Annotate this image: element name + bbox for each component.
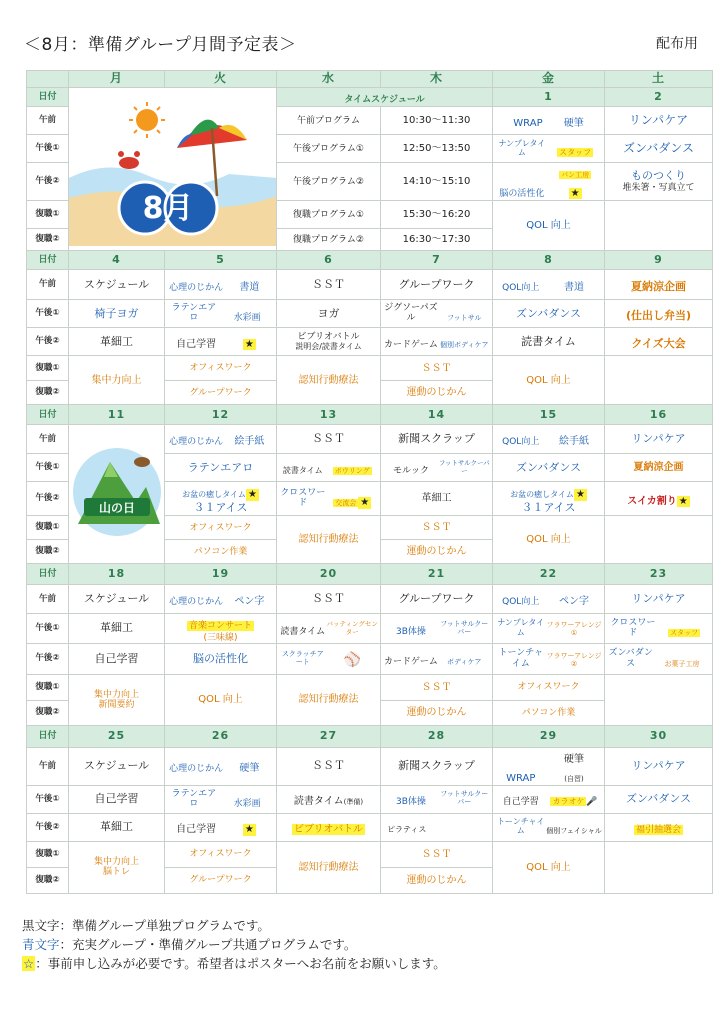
w3-sat-pm2: スイカ割り ★ (605, 482, 713, 516)
mountain-day-art (70, 432, 164, 552)
w2-thu-r2: 運動のじかん (381, 381, 493, 405)
w5-wed-r: 認知行動療法 (277, 841, 381, 893)
w4-tue-am: 心理のじかん ペン字 (165, 585, 277, 614)
timetable-time: 15:30〜16:20 (381, 201, 493, 229)
w5-mon-am: スケジュール (69, 748, 165, 786)
timetable-time: 14:10〜15:10 (381, 163, 493, 201)
row-label-pm2: 午後② (27, 482, 69, 516)
timetable-time: 10:30〜11:30 (381, 107, 493, 135)
w3-thu-r1: ＳＳＴ (381, 516, 493, 540)
weekday-tue: 火 (165, 71, 277, 88)
w4-mon-r: 集中力向上 新聞要約 (69, 675, 165, 726)
sun-icon (129, 102, 165, 138)
legend-star: ☆：事前申し込みが必要です。希望者はポスターへお名前をお願いします。 (23, 956, 446, 971)
w5-mon-pm1: 自己学習 (69, 785, 165, 813)
date-cell: 22 (493, 564, 605, 585)
w4-fri-pm1: ナンプレタイムフラワーアレンジ① (493, 614, 605, 644)
w3-tue-pm2: お盆の癒しタイム ★ ３１アイス (165, 482, 277, 516)
w2-tue-r1: オフィスワーク (165, 356, 277, 381)
row-label-r2: 復職② (27, 540, 69, 564)
timetable-name: 復職プログラム② (277, 229, 381, 251)
w2-wed-r: 認知行動療法 (277, 356, 381, 405)
w3-fri-am: QOL向上 絵手紙 (493, 425, 605, 454)
w5-mon-r: 集中力向上 脳トレ (69, 841, 165, 893)
page-title: ＜8月：準備グループ月間予定表＞ (24, 35, 297, 55)
w3-wed-pm2: クロスワード 交流会 ★ (277, 482, 381, 516)
w3-tue-pm1: ラテンエアロ (165, 454, 277, 482)
w3-wed-pm1: 読書タイム ボウリング (277, 454, 381, 482)
w3-tue-r2: パソコン作業 (165, 540, 277, 564)
w4-tue-pm1: 音楽コンサート (三味線) (165, 614, 277, 644)
date-label: 日付 (27, 88, 69, 107)
w2-mon-pm1: 椅子ヨガ (69, 300, 165, 328)
legend-blue: 青文字：充実グループ・準備グループ共通プログラムです。 (22, 937, 357, 952)
w2-tue-r2: グループワーク (165, 381, 277, 405)
star-icon: ☆ (23, 956, 35, 971)
w2-mon-am: スケジュール (69, 270, 165, 300)
w1-fri-pm1: ナンプレタイム スタッフ (493, 135, 605, 163)
w4-wed-pm2: スクラッチアート ⚾ (277, 644, 381, 675)
date-cell: 23 (605, 564, 713, 585)
timetable-time: 12:50〜13:50 (381, 135, 493, 163)
baseball-icon: ⚾ (343, 651, 361, 668)
w4-fri-r2: パソコン作業 (493, 701, 605, 726)
w2-sat-pm1: (仕出し弁当) (605, 300, 713, 328)
date-1: 1 (493, 88, 605, 107)
w5-thu-pm2: ピラティス (381, 813, 493, 841)
date-cell: 19 (165, 564, 277, 585)
row-label-r1: 復職① (27, 356, 69, 381)
date-cell: 27 (277, 726, 381, 748)
w2-fri-pm2: 読書タイム (493, 328, 605, 356)
row-label-am: 午前 (27, 425, 69, 454)
w2-fri-pm1: ズンバダンス (493, 300, 605, 328)
w3-sat-pm1: 夏納涼企画 (605, 454, 713, 482)
timetable-name: 午前プログラム (277, 107, 381, 135)
w5-thu-r2: 運動のじかん (381, 867, 493, 893)
weekday-header-row (27, 71, 713, 88)
w3-fri-pm2: お盆の癒しタイム ★ ３１アイス (493, 482, 605, 516)
monthly-schedule-table (26, 70, 713, 894)
w1-fri-pm2: 脳の活性化パン工房 ★ (493, 163, 605, 201)
w2-tue-am: 心理のじかん 書道 (165, 270, 277, 300)
date-2: 2 (605, 88, 713, 107)
date-cell: 21 (381, 564, 493, 585)
weekday-fri: 金 (493, 71, 605, 88)
date-cell: 5 (165, 251, 277, 270)
w2-thu-pm1: ジグソーパズル フットサル (381, 300, 493, 328)
w3-sat-r (605, 516, 713, 564)
w5-fri-pm2: トーンチャイム 個別フェイシャル (493, 813, 605, 841)
week5-date-row (27, 726, 713, 748)
w4-wed-pm1: 読書タイムバッティングセンター (277, 614, 381, 644)
page-header (20, 30, 710, 60)
w2-thu-pm2: カードゲーム 個別ボディケア (381, 328, 493, 356)
w4-thu-pm2: カードゲーム ボディケア (381, 644, 493, 675)
date-cell: 28 (381, 726, 493, 748)
weekday-wed: 水 (277, 71, 381, 88)
w4-sat-am: リンパケア (605, 585, 713, 614)
w2-fri-am: QOL向上 書道 (493, 270, 605, 300)
w5-tue-r2: グループワーク (165, 867, 277, 893)
w3-thu-pm2: 革細工 (381, 482, 493, 516)
w4-fri-r1: オフィスワーク (493, 675, 605, 701)
w4-fri-pm2: トーンチャイムフラワーアレンジ② (493, 644, 605, 675)
row-label-r2: 復職② (27, 867, 69, 893)
weekday-thu: 木 (381, 71, 493, 88)
weekday-sat: 土 (605, 71, 713, 88)
timetable-name: 午後プログラム① (277, 135, 381, 163)
row-label-pm1: 午後① (27, 454, 69, 482)
w2-thu-am: グループワーク (381, 270, 493, 300)
w5-wed-pm2: ビブリオバトル (277, 813, 381, 841)
row-label-am: 午前 (27, 107, 69, 135)
w5-wed-pm1: 読書タイム(準備) (277, 785, 381, 813)
w5-fri-r: QOL 向上 (493, 841, 605, 893)
row-label-r2: 復職② (27, 701, 69, 726)
w4-sat-pm2: ズンバダンス お菓子工房 (605, 644, 713, 675)
row-label-r2: 復職② (27, 229, 69, 251)
w5-mon-pm2: 革細工 (69, 813, 165, 841)
w4-sat-pm1: クロスワード スタッフ (605, 614, 713, 644)
crab-icon (118, 151, 140, 169)
w3-fri-pm1: ズンバダンス (493, 454, 605, 482)
date-cell: 13 (277, 405, 381, 425)
row-label-r2: 復職② (27, 381, 69, 405)
w2-wed-pm1: ヨガ (277, 300, 381, 328)
w2-fri-r: QOL 向上 (493, 356, 605, 405)
w2-thu-r1: ＳＳＴ (381, 356, 493, 381)
week1-date-row (27, 88, 713, 107)
date-cell: 8 (493, 251, 605, 270)
w4-thu-am: グループワーク (381, 585, 493, 614)
w2-tue-pm1: ラテンエアロ 水彩画 (165, 300, 277, 328)
date-cell: 9 (605, 251, 713, 270)
mountain-day-label: 山の日 (98, 501, 135, 516)
date-cell: 30 (605, 726, 713, 748)
w2-wed-pm2: ビブリオバトル 説明会/読書タイム (277, 328, 381, 356)
timetable-title: タイムスケジュール (277, 88, 493, 107)
microphone-icon: 🎤 (586, 797, 598, 808)
w5-thu-pm1: 3B体操フットサルクーパー (381, 785, 493, 813)
corner-cell (27, 71, 69, 88)
w3-sat-am: リンパケア (605, 425, 713, 454)
w4-sat-r (605, 675, 713, 726)
w4-fri-am: QOL向上 ペン字 (493, 585, 605, 614)
date-cell: 14 (381, 405, 493, 425)
date-label: 日付 (27, 251, 69, 270)
w5-wed-am: ＳＳＴ (277, 748, 381, 786)
w2-mon-r: 集中力向上 (69, 356, 165, 405)
month-label: 8月 (142, 191, 194, 226)
week2-date-row (27, 251, 713, 270)
w3-thu-pm1: モルックフットサルクーパー (381, 454, 493, 482)
w2-mon-pm2: 革細工 (69, 328, 165, 356)
row-label-am: 午前 (27, 585, 69, 614)
row-label-r1: 復職① (27, 516, 69, 540)
w1-sat-am: リンパケア (605, 107, 713, 135)
w5-tue-am: 心理のじかん 硬筆 (165, 748, 277, 786)
date-cell: 29 (493, 726, 605, 748)
date-label: 日付 (27, 726, 69, 748)
timetable-name: 午後プログラム② (277, 163, 381, 201)
w5-tue-pm1: ラテンエアロ 水彩画 (165, 785, 277, 813)
w4-tue-pm2: 脳の活性化 (165, 644, 277, 675)
row-label-pm2: 午後② (27, 328, 69, 356)
w5-tue-pm2: 自己学習 ★ (165, 813, 277, 841)
date-cell: 18 (69, 564, 165, 585)
date-label: 日付 (27, 405, 69, 425)
date-cell: 15 (493, 405, 605, 425)
timetable-time: 16:30〜17:30 (381, 229, 493, 251)
w5-thu-r1: ＳＳＴ (381, 841, 493, 867)
date-label: 日付 (27, 564, 69, 585)
w4-mon-am: スケジュール (69, 585, 165, 614)
date-cell: 25 (69, 726, 165, 748)
row-label-pm1: 午後① (27, 135, 69, 163)
w3-thu-am: 新聞スクラップ (381, 425, 493, 454)
w2-wed-am: ＳＳＴ (277, 270, 381, 300)
date-cell: 7 (381, 251, 493, 270)
distribution-label: 配布用 (656, 36, 698, 52)
w4-thu-r1: ＳＳＴ (381, 675, 493, 701)
w3-tue-r1: オフィスワーク (165, 516, 277, 540)
w3-fri-r: QOL 向上 (493, 516, 605, 564)
week4-date-row (27, 564, 713, 585)
w2-sat-pm2: クイズ大会 (605, 328, 713, 356)
row-label-am: 午前 (27, 270, 69, 300)
w3-thu-r2: 運動のじかん (381, 540, 493, 564)
date-cell: 6 (277, 251, 381, 270)
w4-thu-r2: 運動のじかん (381, 701, 493, 726)
date-cell: 4 (69, 251, 165, 270)
w4-mon-pm1: 革細工 (69, 614, 165, 644)
beach-illustration (69, 88, 277, 246)
w5-sat-am: リンパケア (605, 748, 713, 786)
w5-sat-pm2: 福引抽選会 (605, 813, 713, 841)
date-cell: 26 (165, 726, 277, 748)
legend (22, 916, 446, 973)
w4-wed-am: ＳＳＴ (277, 585, 381, 614)
w1-fri-r: QOL 向上 (493, 201, 605, 251)
date-cell: 11 (69, 405, 165, 425)
w5-fri-am: WRAP硬筆 (自習) (493, 748, 605, 786)
legend-black: 黒文字：準備グループ単独プログラムです。 (22, 918, 270, 933)
w5-sat-r (605, 841, 713, 893)
w2-sat-am: 夏納涼企画 (605, 270, 713, 300)
w1-sat-pm1: ズンバダンス (605, 135, 713, 163)
w2-tue-pm2: 自己学習 ★ (165, 328, 277, 356)
w1-sat-pm2: ものつくり 堆朱箸・写真立て (605, 163, 713, 201)
w4-thu-pm1: 3B体操フットサルクーパー (381, 614, 493, 644)
w4-mon-pm2: 自己学習 (69, 644, 165, 675)
w3-wed-am: ＳＳＴ (277, 425, 381, 454)
row-label-pm1: 午後① (27, 614, 69, 644)
weekday-mon: 月 (69, 71, 165, 88)
w5-sat-pm1: ズンバダンス (605, 785, 713, 813)
row-label-r1: 復職① (27, 201, 69, 229)
row-label-am: 午前 (27, 748, 69, 786)
mountain-day-illustration (69, 425, 165, 564)
month-illustration (69, 88, 277, 251)
row-label-pm2: 午後② (27, 644, 69, 675)
w4-tue-r: QOL 向上 (165, 675, 277, 726)
row-label-pm1: 午後① (27, 300, 69, 328)
timetable-name: 復職プログラム① (277, 201, 381, 229)
row-label-r1: 復職① (27, 675, 69, 701)
date-cell: 20 (277, 564, 381, 585)
row-label-r1: 復職① (27, 841, 69, 867)
date-cell: 16 (605, 405, 713, 425)
row-label-pm2: 午後② (27, 163, 69, 201)
row-label-pm1: 午後① (27, 785, 69, 813)
w1-fri-am: WRAP 硬筆 (493, 107, 605, 135)
date-cell: 12 (165, 405, 277, 425)
w4-wed-r: 認知行動療法 (277, 675, 381, 726)
week3-date-row (27, 405, 713, 425)
w3-tue-am: 心理のじかん 絵手紙 (165, 425, 277, 454)
w1-sat-r (605, 201, 713, 251)
row-label-pm2: 午後② (27, 813, 69, 841)
w5-tue-r1: オフィスワーク (165, 841, 277, 867)
w2-sat-r (605, 356, 713, 405)
w3-wed-r: 認知行動療法 (277, 516, 381, 564)
w5-fri-pm1: 自己学習 カラオケ 🎤 (493, 785, 605, 813)
w5-thu-am: 新聞スクラップ (381, 748, 493, 786)
